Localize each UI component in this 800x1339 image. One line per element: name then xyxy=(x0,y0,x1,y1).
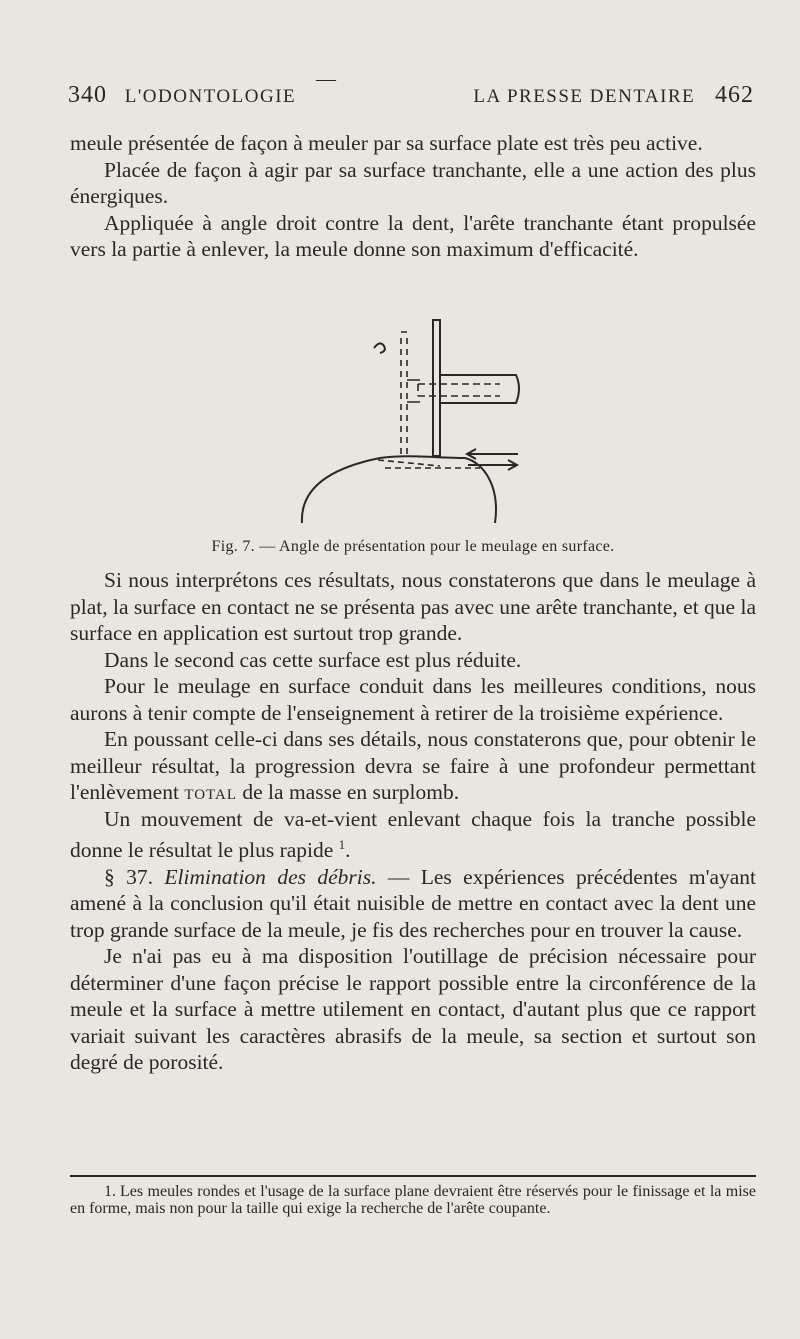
section-title: Elimination des débris. xyxy=(164,864,377,889)
figure-7-diagram xyxy=(290,318,530,533)
body-paragraph-4 xyxy=(70,726,756,806)
tooth-outline xyxy=(302,456,496,523)
intro-paragraph-2: Placée de façon à agir par sa surface tranchante, elle a une action des plus énergiques. xyxy=(70,157,756,208)
body-paragraph-3: Pour le meulage en surface conduit dans les meilleures conditions, nous aurons à tenir compte de l'enseignement à retirer de la troisième expérience. xyxy=(70,674,756,725)
page-number-right: 462 xyxy=(715,82,754,108)
p4-smallcaps: total xyxy=(184,780,238,804)
disc-dashed-position xyxy=(401,332,407,458)
page-number-left: 340 xyxy=(68,82,107,108)
footnote-ref: 1 xyxy=(338,837,346,852)
p6-text: — Les expériences précédentes m'ayant amené à la conclusion qu'il était nuisible de mettre en contact avec la dent une trop grande surface de la meule, je fis des recherches pour en trouver la cause. xyxy=(70,864,757,942)
mandrel xyxy=(440,375,519,403)
body-paragraph-1: Si nous interprétons ces résultats, nous constaterons que dans le meulage à plat, la surface en contact ne se présenta pas avec une arête tranchante, et que la surface en application est surtout trop grande. xyxy=(70,568,756,645)
figure-caption: Fig. 7. — Angle de présentation pour le meulage en surface. xyxy=(211,538,615,555)
intro-paragraph-3: Appliquée à angle droit contre la dent, l'arête tranchante étant propulsée vers la partie à enlever, la meule donne son maximum d'efficacité. xyxy=(70,210,756,261)
footnote-text: Les meules rondes et l'usage de la surface plane devraient être réservés pour le finissage et la mise en forme, mais non pour la taille qui exige la recherche de l'arête coupante. xyxy=(70,1183,756,1217)
section-number: § 37. xyxy=(104,864,154,889)
p5-text: Un mouvement de va-et-vient enlevant chaque fois la tranche possible donne le résultat le plus rapide xyxy=(70,806,756,863)
arrow-left xyxy=(467,449,518,459)
intro-paragraph-1: meule présentée de façon à meuler par sa surface plate est très peu active. xyxy=(70,131,703,155)
body-paragraph-6 xyxy=(70,864,756,944)
header-right xyxy=(473,82,754,109)
disc-outline xyxy=(433,320,440,456)
mandrel-dashed xyxy=(418,384,500,396)
p4-text-a: En poussant celle-ci dans ses détails, nous constaterons que, pour obtenir le meilleur résultat, la progression devra se faire à une profondeur permettant l'enlèvement xyxy=(70,727,756,804)
footnote-rule xyxy=(70,1175,756,1177)
p5-end: . xyxy=(345,838,351,863)
p4-text-b: de la masse en surplomb. xyxy=(237,780,460,804)
footnote xyxy=(70,1183,756,1217)
rotation-mark xyxy=(374,343,385,353)
body-paragraph-5 xyxy=(70,806,756,864)
header-dash: — xyxy=(316,68,337,90)
main-text xyxy=(70,567,756,1076)
removed-layer-dashed xyxy=(378,460,480,468)
header-left xyxy=(68,82,296,109)
footnote-number: 1. xyxy=(104,1183,116,1200)
body-paragraph-7: Je n'ai pas eu à ma disposition l'outillage de précision nécessaire pour déterminer d'une façon précise le rapport possible entre la circonférence de la meule et la surface à mettre utilement en contact, d'autant plus que ce rapport variait suivant les caractères abrasifs de la meule, sa section et surtout son degré de porosité. xyxy=(70,944,756,1075)
running-header xyxy=(68,68,754,110)
intro-text xyxy=(70,130,756,263)
body-paragraph-2: Dans le second cas cette surface est plus réduite. xyxy=(104,647,522,672)
journal-title-right: LA PRESSE DENTAIRE xyxy=(473,86,696,107)
journal-title-left: L'ODONTOLOGIE xyxy=(124,86,297,107)
